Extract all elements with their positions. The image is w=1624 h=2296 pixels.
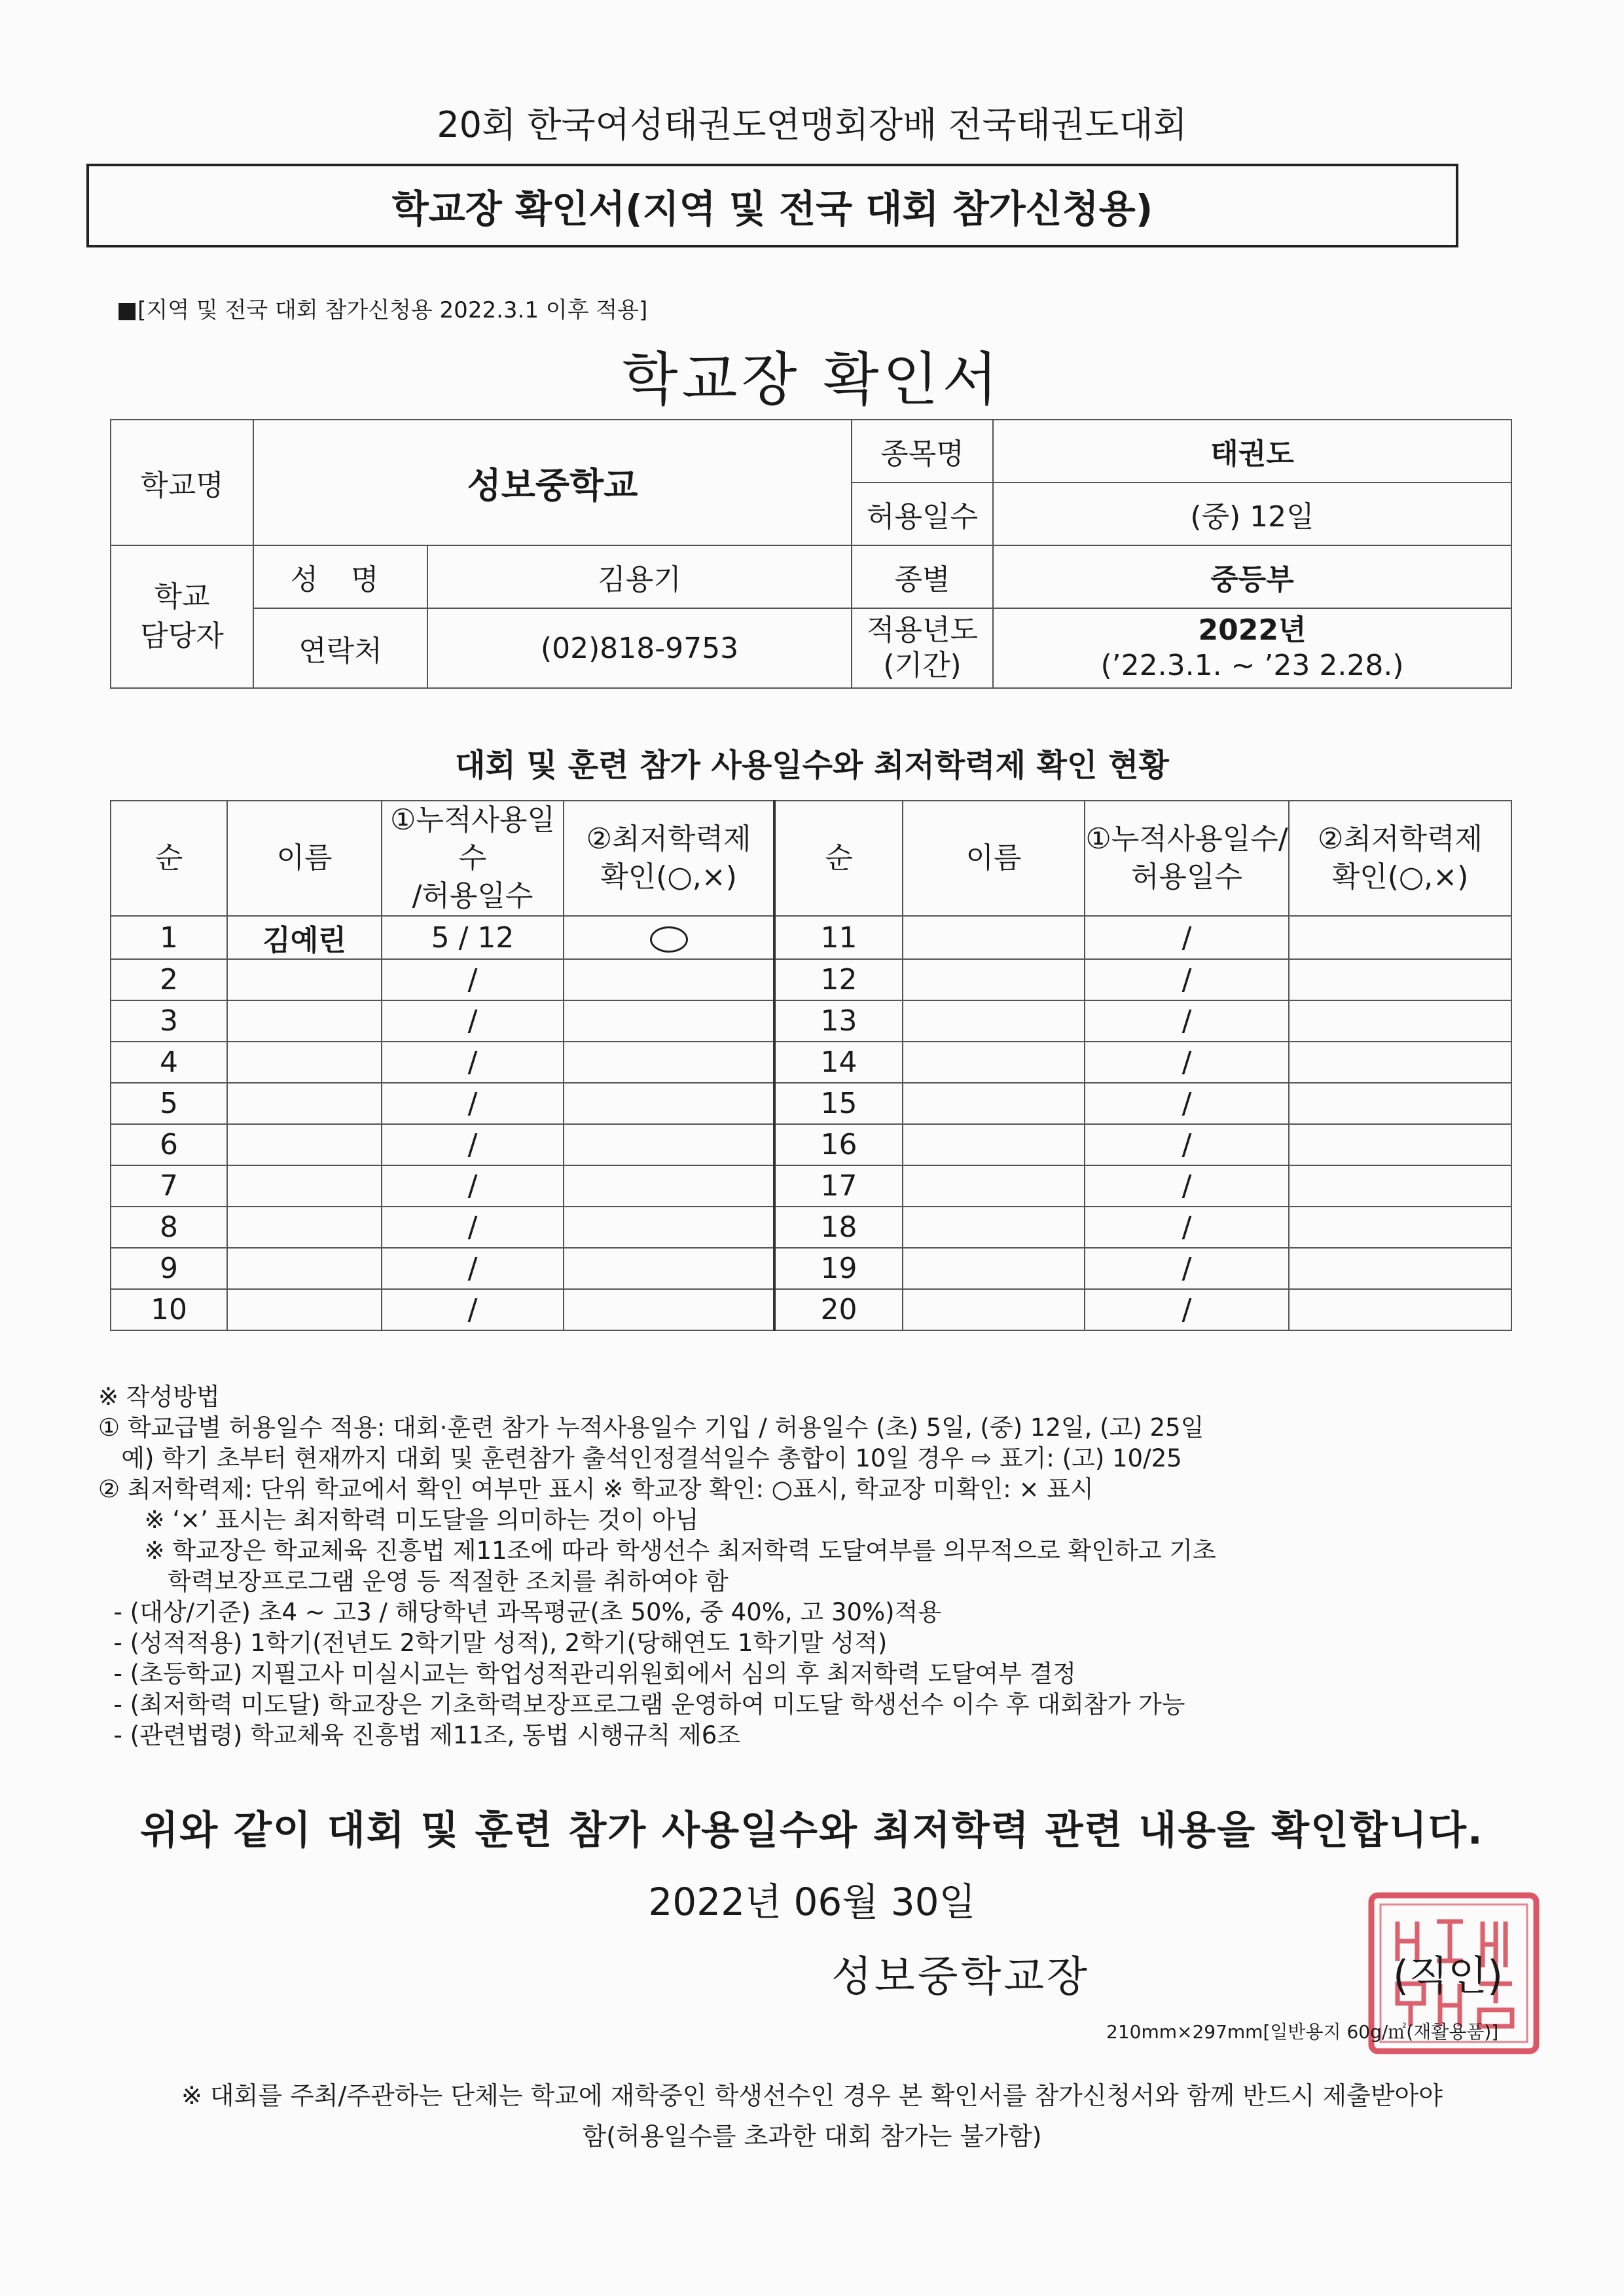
table-row <box>111 1124 1511 1165</box>
year-cell <box>993 608 1511 688</box>
academic-check <box>1289 1165 1511 1207</box>
table-row <box>111 1165 1511 1207</box>
row-number: 17 <box>774 1165 903 1207</box>
student-name <box>227 1083 382 1124</box>
instruction-line: ※ ‘×’ 표시는 최저학력 미도달을 의미하는 것이 아님 <box>98 1506 699 1534</box>
document-title: 학교장 확인서 <box>622 346 1002 413</box>
student-name <box>903 916 1085 959</box>
instruction-line: - (대상/기준) 초4 ~ 고3 / 해당학년 과목평균(초 50%, 중 40%, 고 30%)적용 <box>98 1598 942 1626</box>
academic-check <box>1289 916 1511 959</box>
footer-line-2: 함(허용일수를 초과한 대회 참가는 불가함) <box>582 2122 1042 2151</box>
year-period: (’22.3.1. ~ ’23 2.28.) <box>1100 649 1404 682</box>
contact-label: 연락처 <box>253 608 427 688</box>
days-label: 허용일수 <box>852 483 993 545</box>
school-name: 성보중학교 <box>253 420 852 545</box>
row-number: 20 <box>774 1289 903 1330</box>
student-name <box>227 1124 382 1165</box>
academic-check <box>1289 1042 1511 1083</box>
academic-check <box>564 916 774 959</box>
table-row <box>111 1042 1511 1083</box>
academic-check <box>564 1248 774 1289</box>
student-name <box>227 959 382 1000</box>
confirmation-statement: 위와 같이 대회 및 훈련 참가 사용일수와 최저학력 관련 내용을 확인합니다. <box>140 1808 1484 1853</box>
apply-note: ■[지역 및 전국 대회 참가신청용 2022.3.1 이후 적용] <box>117 297 648 323</box>
academic-check <box>1289 959 1511 1000</box>
table-row <box>111 916 1511 959</box>
year-label: 적용년도 (기간) <box>852 608 993 688</box>
instruction-line: ① 학교급별 허용일수 적용: 대회·훈련 참가 누적사용일수 기입 / 허용일수 (초) 5일, (중) 12일, (고) 25일 <box>98 1413 1204 1442</box>
row-number: 10 <box>111 1289 227 1330</box>
days-used: / <box>382 1042 564 1083</box>
days-value: (중) 12일 <box>993 483 1511 545</box>
table-row <box>111 1207 1511 1248</box>
days-used: / <box>1085 1248 1289 1289</box>
row-number: 8 <box>111 1207 227 1248</box>
days-used: / <box>382 1124 564 1165</box>
academic-check <box>564 1207 774 1248</box>
row-number: 9 <box>111 1248 227 1289</box>
table-row <box>111 1248 1511 1289</box>
row-number: 12 <box>774 959 903 1000</box>
days-used: / <box>1085 959 1289 1000</box>
manager-label: 학교 담당자 <box>111 545 253 688</box>
year-value: 2022년 <box>1198 613 1307 647</box>
days-used: / <box>1085 1165 1289 1207</box>
academic-check <box>1289 1248 1511 1289</box>
student-name <box>903 1207 1085 1248</box>
instruction-line: ※ 학교장은 학교체육 진흥법 제11조에 따라 학생선수 최저학력 도달여부를 의무적으로 확인하고 기초 <box>98 1537 1216 1565</box>
row-number: 14 <box>774 1042 903 1083</box>
academic-check <box>564 1083 774 1124</box>
contact-value: (02)818-9753 <box>427 608 852 688</box>
academic-check <box>1289 1289 1511 1330</box>
row-number: 13 <box>774 1000 903 1042</box>
student-name <box>227 1289 382 1330</box>
roster-heading: 대회 및 훈련 참가 사용일수와 최저학력제 확인 현황 <box>455 747 1169 784</box>
school-info-table <box>110 419 1512 689</box>
instruction-line: ※ 작성방법 <box>98 1383 220 1411</box>
col-no: 순 <box>111 801 227 916</box>
division-value: 중등부 <box>993 545 1511 608</box>
student-name <box>227 1207 382 1248</box>
academic-check <box>1289 1124 1511 1165</box>
row-number: 11 <box>774 916 903 959</box>
instruction-line: - (관련법령) 학교체육 진흥법 제11조, 동법 시행규칙 제6조 <box>98 1721 741 1749</box>
name-label: 성 명 <box>253 545 427 608</box>
days-used: / <box>382 959 564 1000</box>
days-used: / <box>382 1000 564 1042</box>
row-number: 16 <box>774 1124 903 1165</box>
academic-check <box>564 1289 774 1330</box>
instruction-line: - (초등학교) 지필고사 미실시교는 학업성적관리위원회에서 심의 후 최저학력 도달여부 결정 <box>98 1660 1077 1688</box>
col-check-right: ②최저학력제 확인(○,×) <box>1289 801 1511 916</box>
days-used: / <box>1085 1289 1289 1330</box>
academic-check <box>564 1000 774 1042</box>
academic-check <box>564 1124 774 1165</box>
col-name-right: 이름 <box>903 801 1085 916</box>
student-name <box>903 1042 1085 1083</box>
student-name <box>227 1165 382 1207</box>
table-row <box>111 959 1511 1000</box>
student-name <box>227 1248 382 1289</box>
days-used: / <box>382 1207 564 1248</box>
academic-check <box>564 1042 774 1083</box>
instruction-line: ② 최저학력제: 단위 학교에서 확인 여부만 표시 ※ 학교장 확인: ○표시, 학교장 미확인: × 표시 <box>98 1475 1094 1503</box>
seal-label: (직인) <box>1393 1952 1504 1999</box>
table-row <box>111 1083 1511 1124</box>
student-name <box>903 1124 1085 1165</box>
student-name <box>903 1083 1085 1124</box>
days-used: / <box>1085 916 1289 959</box>
col-no-right: 순 <box>774 801 903 916</box>
days-used: / <box>1085 1083 1289 1124</box>
col-days-right: ①누적사용일수/ 허용일수 <box>1085 801 1289 916</box>
student-name <box>903 1289 1085 1330</box>
student-name <box>903 1165 1085 1207</box>
roster-table <box>110 800 1512 1331</box>
row-number: 18 <box>774 1207 903 1248</box>
table-row <box>111 1289 1511 1330</box>
student-name <box>903 1248 1085 1289</box>
sport-value: 태권도 <box>993 420 1511 483</box>
instruction-line: 학력보장프로그램 운영 등 적절한 조치를 취하여야 함 <box>98 1567 729 1595</box>
row-number: 4 <box>111 1042 227 1083</box>
days-used: / <box>1085 1042 1289 1083</box>
instruction-line: 예) 학기 초부터 현재까지 대회 및 훈련참가 출석인정결석일수 총합이 10일 경우 ⇨ 표기: (고) 10/25 <box>98 1444 1182 1472</box>
row-number: 3 <box>111 1000 227 1042</box>
row-number: 19 <box>774 1248 903 1289</box>
event-title: 20회 한국여성태권도연맹회장배 전국태권도대회 <box>437 104 1187 145</box>
paper-spec: 210mm×297mm[일반용지 60g/㎡(재활용품)] <box>1106 2021 1499 2043</box>
principal-name: 성보중학교장 <box>831 1953 1090 2001</box>
instruction-line: - (최저학력 미도달) 학교장은 기초학력보장프로그램 운영하여 미도달 학생선수 이수 후 대회참가 가능 <box>98 1690 1185 1719</box>
confirmation-date: 2022년 06월 30일 <box>648 1880 976 1924</box>
row-number: 1 <box>111 916 227 959</box>
footer-note <box>0 2075 1624 2157</box>
table-row <box>111 1000 1511 1042</box>
student-name <box>227 1000 382 1042</box>
circle-check-mark-icon <box>650 926 688 953</box>
days-used: / <box>1085 1124 1289 1165</box>
student-name: 김예린 <box>227 916 382 959</box>
academic-check <box>564 1165 774 1207</box>
form-title-box: 학교장 확인서(지역 및 전국 대회 참가신청용) <box>86 164 1458 247</box>
days-used: / <box>382 1165 564 1207</box>
student-name <box>903 959 1085 1000</box>
writing-instructions <box>98 1381 1525 1751</box>
instruction-line: - (성적적용) 1학기(전년도 2학기말 성적), 2학기(당해연도 1학기말 성적) <box>98 1629 888 1657</box>
academic-check <box>1289 1207 1511 1248</box>
student-name <box>227 1042 382 1083</box>
row-number: 15 <box>774 1083 903 1124</box>
days-used: 5 / 12 <box>382 916 564 959</box>
row-number: 7 <box>111 1165 227 1207</box>
name-value: 김용기 <box>427 545 852 608</box>
footer-line-1: ※ 대회를 주최/주관하는 단체는 학교에 재학중인 학생선수인 경우 본 확인서를 참가신청서와 함께 반드시 제출받아야 <box>181 2081 1443 2110</box>
division-label: 종별 <box>852 545 993 608</box>
sport-label: 종목명 <box>852 420 993 483</box>
days-used: / <box>1085 1000 1289 1042</box>
student-name <box>903 1000 1085 1042</box>
col-check: ②최저학력제 확인(○,×) <box>564 801 774 916</box>
academic-check <box>1289 1083 1511 1124</box>
days-used: / <box>382 1248 564 1289</box>
row-number: 5 <box>111 1083 227 1124</box>
days-used: / <box>382 1289 564 1330</box>
col-name: 이름 <box>227 801 382 916</box>
academic-check <box>1289 1000 1511 1042</box>
school-label: 학교명 <box>111 420 253 545</box>
days-used: / <box>382 1083 564 1124</box>
row-number: 6 <box>111 1124 227 1165</box>
col-days: ①누적사용일수 /허용일수 <box>382 801 564 916</box>
academic-check <box>564 959 774 1000</box>
days-used: / <box>1085 1207 1289 1248</box>
row-number: 2 <box>111 959 227 1000</box>
